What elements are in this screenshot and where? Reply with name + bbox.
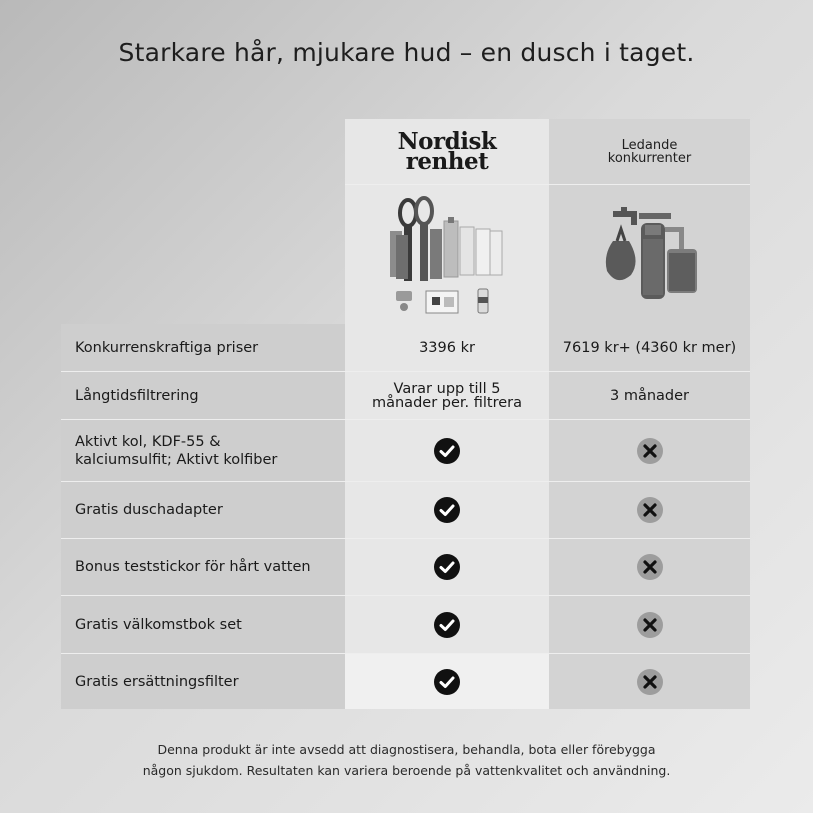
row-label-filtration: Långtidsfiltrering <box>61 371 345 419</box>
brand-logo <box>345 119 549 184</box>
comparison-table <box>61 119 750 709</box>
x-icon <box>637 612 663 638</box>
disclaimer <box>0 739 813 781</box>
competitor-cell-adapter <box>549 481 750 538</box>
brand-logo-line2: renhet <box>405 147 489 175</box>
check-icon <box>434 554 460 580</box>
water-filter-tap-icon <box>595 205 705 305</box>
brand-cell-welcome-book <box>345 595 549 653</box>
competitor-header <box>549 119 750 184</box>
x-icon <box>637 554 663 580</box>
check-icon <box>434 438 460 464</box>
row-label-replacement-filter: Gratis ersättningsfilter <box>61 653 345 709</box>
competitor-product-image <box>549 184 750 324</box>
row-label-adapter: Gratis duschadapter <box>61 481 345 538</box>
check-icon <box>434 612 460 638</box>
brand-cell-test-sticks <box>345 538 549 595</box>
brand-cell-adapter <box>345 481 549 538</box>
brand-product-image <box>345 184 549 324</box>
x-icon <box>637 669 663 695</box>
competitor-cell-carbon <box>549 419 750 481</box>
brand-cell-replacement-filter <box>345 653 549 709</box>
shower-filter-kit-icon <box>382 191 512 319</box>
x-icon <box>637 497 663 523</box>
row-label-carbon: Aktivt kol, KDF-55 & kalciumsulfit; Aktivt kolfiber <box>61 419 345 481</box>
brand-cell-carbon <box>345 419 549 481</box>
competitor-header-line1: Ledande <box>621 137 678 153</box>
check-icon <box>434 669 460 695</box>
competitor-value-price: 7619 kr+ (4360 kr mer) <box>549 324 750 371</box>
disclaimer-line2: någon sjukdom. Resultaten kan variera beroende på vattenkvalitet och användning. <box>142 763 671 778</box>
brand-value-price: 3396 kr <box>345 324 549 371</box>
x-icon <box>637 438 663 464</box>
disclaimer-line1: Denna produkt är inte avsedd att diagnostisera, behandla, bota eller förebygga <box>157 742 656 757</box>
brand-value-filtration: Varar upp till 5 månader per. filtrera <box>345 371 549 419</box>
competitor-cell-test-sticks <box>549 538 750 595</box>
page-headline: Starkare hår, mjukare hud – en dusch i taget. <box>118 38 695 67</box>
competitor-value-filtration: 3 månader <box>549 371 750 419</box>
competitor-cell-welcome-book <box>549 595 750 653</box>
row-label-price: Konkurrenskraftiga priser <box>61 324 345 371</box>
check-icon <box>434 497 460 523</box>
competitor-header-line2: konkurrenter <box>607 150 692 166</box>
row-label-welcome-book: Gratis välkomstbok set <box>61 595 345 653</box>
competitor-cell-replacement-filter <box>549 653 750 709</box>
brand-logo-line1: Nordisk <box>397 127 497 155</box>
row-label-test-sticks: Bonus teststickor för hårt vatten <box>61 538 345 595</box>
